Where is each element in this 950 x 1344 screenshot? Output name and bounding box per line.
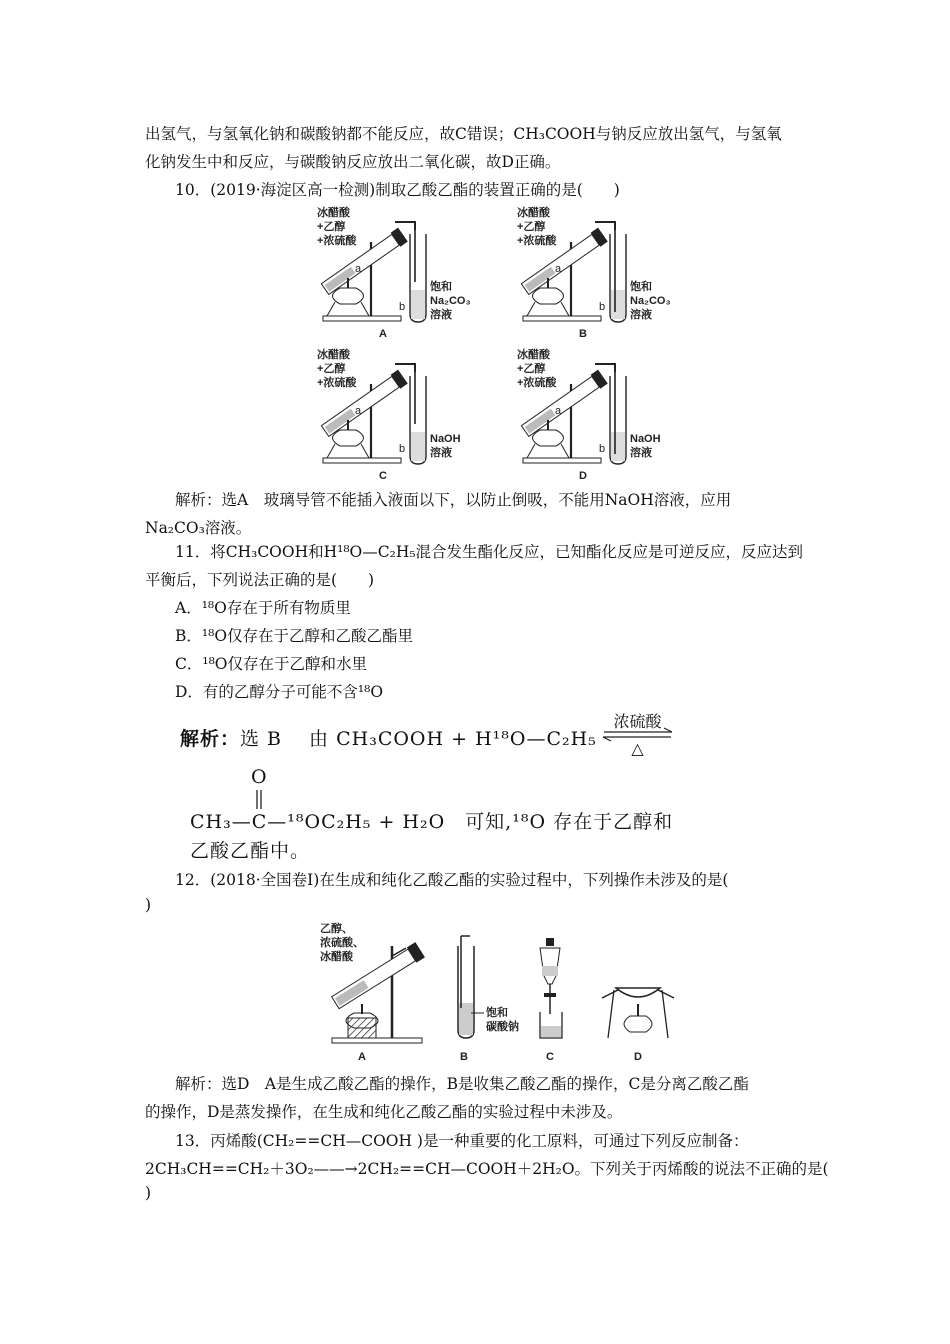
solution-label: 溶液 bbox=[430, 447, 452, 459]
q12-reagent-3: 冰醋酸 bbox=[320, 951, 353, 963]
q11-analysis-tail: 乙酸乙酯中。 bbox=[190, 840, 311, 862]
reaction-condition-top: 浓硫酸 bbox=[613, 712, 662, 731]
q10-reagent-line: +浓硫酸 bbox=[317, 235, 357, 247]
panel-letter: A bbox=[379, 328, 387, 340]
q10-analysis-line-2: Na₂CO₃溶液。 bbox=[145, 519, 252, 537]
solution-fill bbox=[611, 290, 625, 319]
solution-label: 饱和 bbox=[430, 281, 452, 293]
q12-solution-line-2: 碳酸钠 bbox=[486, 1021, 519, 1033]
q12-solution-line-1: 饱和 bbox=[486, 1007, 508, 1019]
q11-analysis-product-line: CH₃—C—¹⁸OC₂H₅ + H₂O 可知,¹⁸O 存在于乙醇和 bbox=[190, 811, 674, 833]
q13-stem-line-3: ) bbox=[145, 1184, 152, 1202]
label-a: a bbox=[555, 405, 562, 417]
solution-fill bbox=[611, 432, 625, 461]
q10-panel-c bbox=[317, 347, 461, 482]
panel-letter: D bbox=[579, 470, 587, 482]
q12-setup-b bbox=[458, 936, 519, 1063]
q12-label-d: D bbox=[634, 1051, 642, 1063]
q11-analysis-prefix: 解析： bbox=[180, 728, 241, 750]
q10-panel-d bbox=[517, 347, 661, 482]
q10-reagent-line: +浓硫酸 bbox=[517, 235, 557, 247]
q10-reagent-line: +乙醇 bbox=[317, 221, 346, 233]
alcohol-lamp bbox=[533, 430, 564, 446]
stand-base bbox=[523, 458, 601, 463]
q11-option-b: B．¹⁸O仅存在于乙醇和乙酸乙酯里 bbox=[175, 627, 414, 645]
alcohol-lamp bbox=[533, 288, 564, 304]
q10-reagent-line: 冰醋酸 bbox=[317, 207, 350, 219]
q12-stem-line-1: 12．(2018·全国卷Ⅰ)在生成和纯化乙酸乙酯的实验过程中，下列操作未涉及的是( bbox=[175, 871, 729, 889]
label-b: b bbox=[399, 301, 406, 313]
q13-stem-line-2: 2CH₃CH==CH₂＋3O₂——→2CH₂==CH—COOH＋2H₂O。下列关于丙烯酸的说法不正确的是( bbox=[145, 1160, 829, 1178]
q11-stem-line-2: 平衡后，下列说法正确的是( ) bbox=[145, 571, 375, 589]
q10-reagent-line: +乙醇 bbox=[317, 363, 346, 375]
q10-panel-b bbox=[517, 205, 671, 340]
q10-reagent-line: +乙醇 bbox=[517, 221, 546, 233]
label-b: b bbox=[399, 443, 406, 455]
label-a: a bbox=[355, 263, 362, 275]
q11-analysis-row-1 bbox=[180, 724, 597, 751]
solution-label: 溶液 bbox=[430, 309, 452, 321]
q11-option-d: D．有的乙醇分子可能不含¹⁸O bbox=[175, 683, 384, 701]
q12-label-a: A bbox=[358, 1051, 366, 1063]
alcohol-lamp bbox=[333, 430, 364, 446]
stand-base bbox=[523, 316, 601, 321]
label-a: a bbox=[355, 405, 362, 417]
intro-line-1: 出氢气，与氢氧化钠和碳酸钠都不能反应，故C错误；CH₃COOH与钠反应放出氢气，与氢氧 bbox=[145, 125, 782, 143]
label-a: a bbox=[555, 263, 562, 275]
q10-panel-a bbox=[317, 205, 471, 340]
q10-reagent-line: 冰醋酸 bbox=[317, 349, 350, 361]
q11-option-a: A．¹⁸O存在于所有物质里 bbox=[175, 599, 351, 617]
label-b: b bbox=[599, 301, 606, 313]
intro-line-2: 化钠发生中和反应，与碳酸钠反应放出二氧化碳，故D正确。 bbox=[145, 153, 561, 171]
q12-analysis-line-1: 解析：选D A是生成乙酸乙酯的操作，B是收集乙酸乙酯的操作，C是分离乙酸乙酯 bbox=[175, 1075, 749, 1093]
q10-stem: 10．(2019·海淀区高一检测)制取乙酸乙酯的装置正确的是( ) bbox=[175, 181, 620, 199]
q10-analysis-line-1: 解析：选A 玻璃导管不能插入液面以下，以防止倒吸，不能用NaOH溶液，应用 bbox=[175, 491, 732, 509]
q12-setup-d bbox=[602, 988, 674, 1063]
solution-label: NaOH bbox=[430, 433, 461, 445]
q12-setup-a bbox=[320, 921, 425, 1063]
solution-label: 溶液 bbox=[630, 447, 652, 459]
q10-apparatus-figure bbox=[305, 202, 685, 482]
stand-base bbox=[323, 458, 401, 463]
q12-reagent-2: 浓硫酸、 bbox=[320, 937, 364, 949]
q10-reagent-line: +浓硫酸 bbox=[517, 377, 557, 389]
solution-label: 溶液 bbox=[630, 309, 652, 321]
carbonyl-oxygen: O bbox=[251, 766, 268, 788]
solution-label: Na₂CO₃ bbox=[630, 295, 671, 307]
q10-reagent-line: +乙醇 bbox=[517, 363, 546, 375]
q11-analysis-choice: 选 B 由 CH₃COOH + H¹⁸O—C₂H₅ bbox=[240, 728, 597, 750]
panel-letter: C bbox=[379, 470, 387, 482]
solution-label: NaOH bbox=[630, 433, 661, 445]
q11-option-c: C．¹⁸O仅存在于乙醇和水里 bbox=[175, 655, 367, 673]
q12-setup-c bbox=[540, 938, 562, 1063]
label-b: b bbox=[599, 443, 606, 455]
q12-stem-line-2: ) bbox=[145, 896, 152, 914]
solution-label: Na₂CO₃ bbox=[430, 295, 471, 307]
solution-label: 饱和 bbox=[630, 281, 652, 293]
q12-reagent-1: 乙醇、 bbox=[320, 923, 353, 935]
solution-fill bbox=[411, 290, 425, 319]
q10-reagent-line: 冰醋酸 bbox=[517, 207, 550, 219]
q12-label-c: C bbox=[546, 1051, 554, 1063]
q12-operations-figure bbox=[318, 918, 678, 1068]
q10-reagent-line: 冰醋酸 bbox=[517, 349, 550, 361]
alcohol-lamp bbox=[333, 288, 364, 304]
panel-letter: B bbox=[579, 328, 587, 340]
reaction-condition-bottom: △ bbox=[631, 739, 644, 758]
q12-label-b: B bbox=[460, 1051, 468, 1063]
stand-base bbox=[323, 316, 401, 321]
q11-stem-line-1: 11．将CH₃COOH和H¹⁸O—C₂H₅混合发生酯化反应，已知酯化反应是可逆反应，反应达到 bbox=[175, 543, 804, 561]
q12-analysis-line-2: 的操作，D是蒸发操作，在生成和纯化乙酸乙酯的实验过程中未涉及。 bbox=[145, 1103, 623, 1121]
q13-stem-line-1: 13．丙烯酸(CH₂==CH—COOH )是一种重要的化工原料，可通过下列反应制备： bbox=[175, 1132, 749, 1150]
solution-fill bbox=[411, 432, 425, 461]
q10-reagent-line: +浓硫酸 bbox=[317, 377, 357, 389]
